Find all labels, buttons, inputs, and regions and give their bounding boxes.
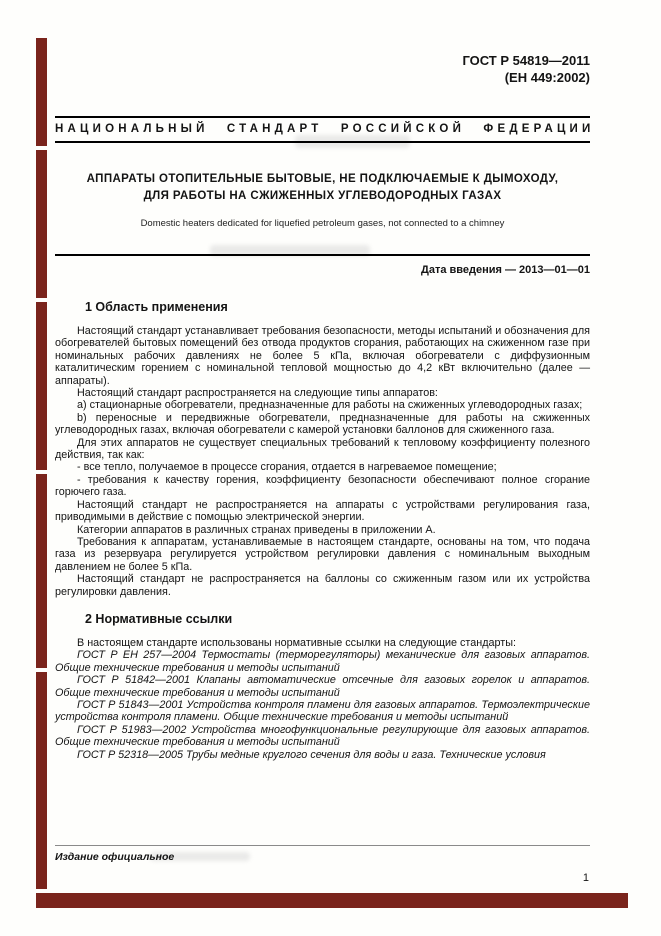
footer-rule xyxy=(55,845,590,846)
dash-list-item: - требования к качеству горения, коэффициенту безопасности обеспечивают полное сгорание горючего газа. xyxy=(55,473,590,499)
horizontal-rule xyxy=(55,141,590,143)
dash-list-item: - все тепло, получаемое в процессе сгорания, отдается в нагреваемое помещение; xyxy=(77,461,497,474)
paragraph: Настоящий стандарт не распространяется на баллоны со сжиженным газом или их устройства регулировки давления. xyxy=(55,573,590,598)
reference-item: ГОСТ Р 52318—2005 Трубы медные круглого сечения для воды и газа. Технические условия xyxy=(77,748,546,761)
document-title-line2: ДЛЯ РАБОТЫ НА СЖИЖЕННЫХ УГЛЕВОДОРОДНЫХ ГАЗАХ xyxy=(143,190,502,202)
document-title xyxy=(55,171,590,205)
document-code-block xyxy=(55,0,590,86)
references-intro: В настоящем стандарте использованы нормативные ссылки на следующие стандарты: xyxy=(77,636,516,649)
paragraph: Категории аппаратов в различных странах приведены в приложении А. xyxy=(77,523,436,536)
scan-edge-mark xyxy=(36,672,47,889)
reference-item: ГОСТ Р 51842—2001 Клапаны автоматические отсечные для газовых горелок и аппаратов. Общие технические требования и методы испытаний xyxy=(55,674,590,699)
document-subtitle-en: Domestic heaters dedicated for liquefied petroleum gases, not connected to a chimney xyxy=(140,218,505,229)
horizontal-rule xyxy=(55,254,590,256)
edition-note: Издание официальное xyxy=(55,851,175,863)
page-content xyxy=(55,0,595,761)
scan-edge-mark xyxy=(36,474,47,668)
section-2-heading: 2 Нормативные ссылки xyxy=(85,611,233,626)
paragraph: Настоящий стандарт не распространяется на аппараты с устройствами регулирования газа, приводимыми в действие с помощью электрической энергии. xyxy=(55,498,590,524)
scan-edge-mark xyxy=(36,302,47,470)
list-item-b: b) переносные и передвижные обогреватели, предназначенные для работы на сжиженных углеводородных газах, включая обогреватели с камерой установки баллонов для сжиженного газа. xyxy=(55,411,590,437)
document-code-alt: (ЕН 449:2002) xyxy=(504,70,590,85)
document-code: ГОСТ Р 54819—2011 xyxy=(462,53,590,68)
paragraph: Настоящий стандарт устанавливает требования безопасности, методы испытаний и обозначения для обогревателей бытовых помещений без отвода продуктов сгорания, работающих на сжиженном газе при номинальных рабочих давлениях не более 5 кПа, включая обогреватели с диффузионным каталитическим горением с номинальной тепловой мощностью до 4,2 кВт включительно (далее — аппараты). xyxy=(55,325,590,387)
national-standard-banner: НАЦИОНАЛЬНЫЙ СТАНДАРТ РОССИЙСКОЙ ФЕДЕРАЦИИ xyxy=(55,123,595,135)
scan-edge-mark xyxy=(36,38,47,146)
list-item-a: a) стационарные обогреватели, предназначенные для работы на сжиженных углеводородных газах; xyxy=(77,399,583,412)
scan-bottom-mark xyxy=(36,893,628,908)
reference-item: ГОСТ Р 51983—2002 Устройства многофункциональные регулирующие для газовых аппаратов. Общие технические требования и методы испытаний xyxy=(55,723,590,749)
page-number: 1 xyxy=(582,872,589,884)
paragraph: Требования к аппаратам, устанавливаемые в настоящем стандарте, основаны на том, что подача газа из резервуара регулируется устройством регулировки давления с номинальным выходным давлением не более 5 кПа. xyxy=(55,535,590,573)
paragraph: Настоящий стандарт распространяется на следующие типы аппаратов: xyxy=(77,387,438,400)
paragraph: Для этих аппаратов не существует специальных требований к тепловому коэффициенту полезного действия, так как: xyxy=(55,436,590,462)
section-1-heading: 1 Область применения xyxy=(85,300,228,314)
document-title-line1: АППАРАТЫ ОТОПИТЕЛЬНЫЕ БЫТОВЫЕ, НЕ ПОДКЛЮЧАЕМЫЕ К ДЫМОХОДУ, xyxy=(86,173,559,185)
scan-edge-mark xyxy=(36,150,47,298)
reference-item: ГОСТ Р 51843—2001 Устройства контроля пламени для газовых аппаратов. Термоэлектрические устройства контроля пламени. Общие технические требования и методы испытаний xyxy=(55,698,590,724)
reference-item: ГОСТ Р ЕН 257—2004 Термостаты (терморегуляторы) механические для газовых аппаратов. Общие технические требования и методы испытаний xyxy=(55,649,590,674)
effective-date: Дата введения — 2013—01—01 xyxy=(421,264,590,276)
